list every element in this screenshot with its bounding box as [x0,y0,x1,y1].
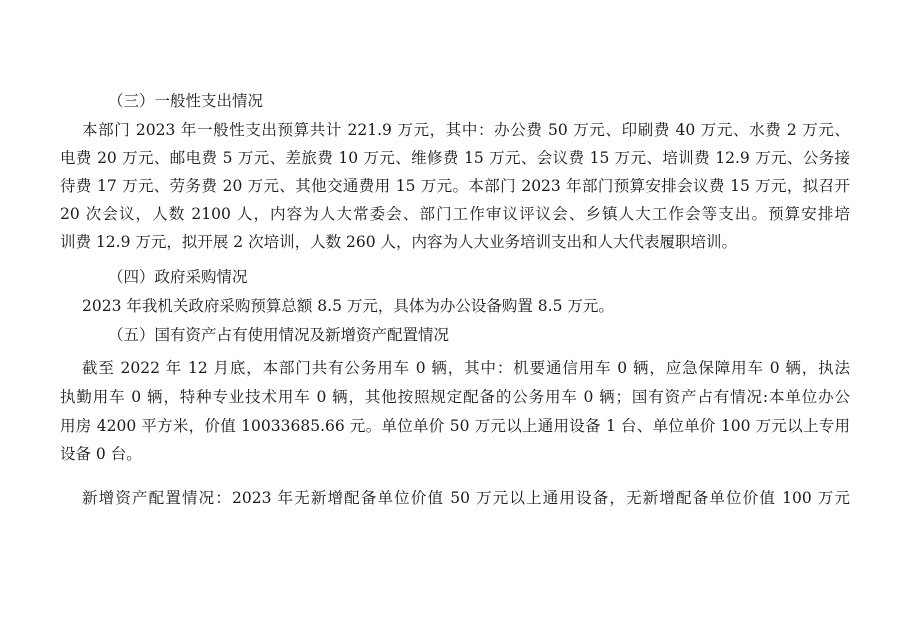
paragraph-line: 训费 12.9 万元，拟开展 2 次培训，人数 260 人，内容为人大业务培训支出和人大代表履职培训。 [60,233,738,251]
heading-assets: （五）国有资产占有使用情况及新增资产配置情况 [108,326,450,344]
paragraph-line: 截至 2022 年 12 月底，本部门共有公务用车 0 辆，其中：机要通信用车 0 辆，应急保障用车 0 辆，执法 [82,359,850,377]
paragraph-line: 执勤用车 0 辆，特种专业技术用车 0 辆，其他按照规定配备的公务用车 0 辆；国有资产占有情况:本单位办公 [60,388,850,406]
heading-procurement: （四）政府采购情况 [108,268,248,286]
paragraph-line: 用房 4200 平方米，价值 10033685.66 元。单位单价 50 万元以上通用设备 1 台、单位单价 100 万元以上专用 [60,417,850,435]
paragraph-line: 设备 0 台。 [60,445,142,463]
heading-general-expense: （三）一般性支出情况 [108,92,264,110]
paragraph-line: 新增资产配置情况：2023 年无新增配备单位价值 50 万元以上通用设备，无新增配备单位价值 100 万元 [82,489,850,507]
paragraph-line: 待费 17 万元、劳务费 20 万元、其他交通费用 15 万元。本部门 2023 年部门预算安排会议费 15 万元，拟召开 [60,177,850,195]
paragraph-line: 电费 20 万元、邮电费 5 万元、差旅费 10 万元、维修费 15 万元、会议费 15 万元、培训费 12.9 万元、公务接 [60,149,850,167]
paragraph-line: 本部门 2023 年一般性支出预算共计 221.9 万元，其中：办公费 50 万元、印刷费 40 万元、水费 2 万元、 [82,121,850,139]
paragraph-line: 2023 年我机关政府采购预算总额 8.5 万元，具体为办公设备购置 8.5 万元。 [82,297,614,315]
paragraph-line: 20 次会议，人数 2100 人，内容为人大常委会、部门工作审议评议会、乡镇人大工作会等支出。预算安排培 [60,205,850,223]
